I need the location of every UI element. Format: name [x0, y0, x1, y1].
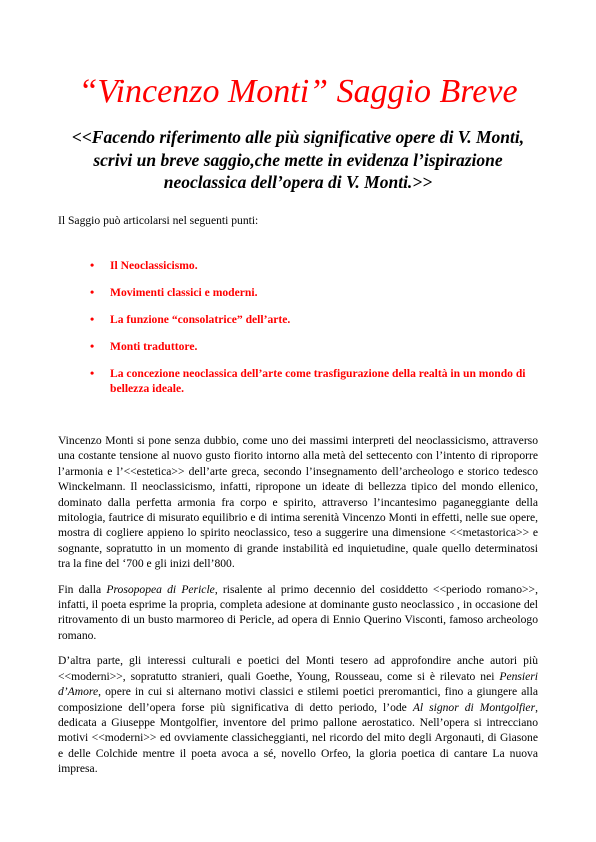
page-title: “Vincenzo Monti” Saggio Breve [78, 73, 518, 110]
work-title: Al signor di Montgolfier [412, 700, 536, 714]
paragraph-1: Vincenzo Monti si pone senza dubbio, come uno dei massimi interpreti del neoclassicismo, attraverso una costante tensione al nuovo gusto fiorito intorno alla metà del settecento con l’intento di riproporre l’armonia e l’<<estetica>> dell’arte greca, secondo l’insegnamento dell’archeologo e storico tedesco Winckelmann. Il neoclassicismo, infatti, ripropone un ideate di bellezza tipico del mondo ellenico, dominato dalla perfetta armonia fra corpo e spirito, attraverso l’incantesimo paganeggiante della mitologia, fautrice di misurato equilibrio e di intima serenità Vincenzo Monti in effetti, nelle sue opere, mostra di cogliere appieno lo spirito neoclassico, teso a suggerire una dimensione <<metastorica>> e sognante, sopratutto in un momento di grande instabilità ed inquietudine, quale quello determinatosi tra la fine del ‘700 e gli inizi dell’800. [58, 434, 538, 571]
bullet-dot-icon: • [90, 258, 95, 272]
bullet-dot-icon: • [90, 339, 95, 353]
list-item: • La funzione “consolatrice” dell’arte. [90, 312, 291, 326]
list-item: • Monti traduttore. [90, 339, 198, 353]
work-title: Prosopopea di Pericle [106, 582, 215, 596]
essay-prompt: <<Facendo riferimento alle più significative opere di V. Monti, scrivi un breve saggio,che mette in evidenza l’ispirazione neoclassica dell’opera di V. Monti.>> [71, 127, 525, 192]
topic-list [58, 258, 538, 408]
intro-text: Il Saggio può articolarsi nel seguenti punti: [58, 214, 259, 227]
list-item: • Il Neoclassicismo. [90, 258, 198, 272]
bullet-dot-icon: • [90, 285, 95, 299]
list-item: • Movimenti classici e moderni. [90, 285, 258, 299]
list-item: • La concezione neoclassica dell’arte come trasfigurazione della realtà in un mondo di bellezza ideale. [90, 366, 526, 395]
bullet-dot-icon: • [90, 366, 95, 380]
paragraph-2: Fin dalla Prosopopea di Pericle, risalente al primo decennio del cosiddetto <<periodo romano>>, infatti, il poeta esprime la propria, completa adesione at dominante gusto neoclassico , in occasione del ritrovamento di un busto marmoreo di Pericle, ad opera di Ennio Querino Visconti, famoso archeologo romano. [58, 582, 538, 642]
work-title: Pensieri d’Amore [58, 669, 538, 699]
paragraph-3: D’altra parte, gli interessi culturali e poetici del Monti tesero ad approfondire anche autori più <<moderni>>, sopratutto stranieri, quali Goethe, Young, Rousseau, come si è rilevato nei Pensieri d’Amore, opere in cui si alternano motivi classici e stilemi poetici preromantici, fino a giungere alla composizione dell’opera forse più significativa di detto periodo, l’ode Al signor di Montgolfier, dedicata a Giuseppe Montgolfier, inventore del primo pallone aerostatico. Nell’opera si intrecciano motivi <<moderni>> ed ovviamente classicheggianti, nel ricordo del mito degli Argonauti, di Giasone e delle Colchide mentre il poeta avoca a sé, novello Orfeo, la gloria poetica di cantare La nuova impresa. [58, 654, 538, 776]
essay-body [58, 433, 538, 787]
bullet-dot-icon: • [90, 312, 95, 326]
